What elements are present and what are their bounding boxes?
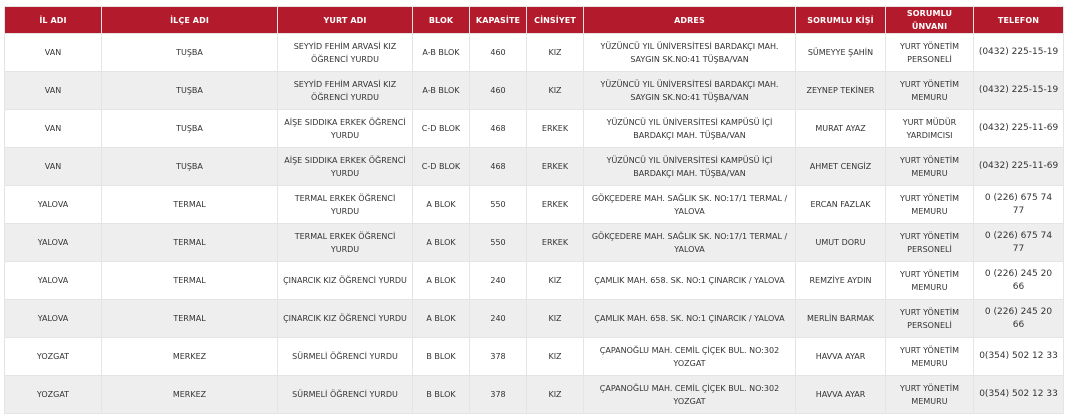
header-adres: ADRES: [584, 7, 796, 34]
cell-unvan: YURT MÜDÜR YARDIMCISI: [886, 110, 974, 148]
cell-ilce: TUŞBA: [102, 34, 278, 72]
cell-sorumlu: REMZİYE AYDIN: [796, 262, 886, 300]
table-header-row: [5, 7, 1064, 34]
table-row: [5, 186, 1064, 224]
cell-sorumlu: ZEYNEP TEKİNER: [796, 72, 886, 110]
cell-il: VAN: [5, 72, 102, 110]
cell-unvan: YURT YÖNETİM MEMURU: [886, 262, 974, 300]
cell-yurt: AİŞE SIDDIKA ERKEK ÖĞRENCİ YURDU: [278, 110, 413, 148]
cell-unvan: YURT YÖNETİM MEMURU: [886, 376, 974, 414]
cell-sorumlu: ERCAN FAZLAK: [796, 186, 886, 224]
cell-blok: A BLOK: [413, 262, 470, 300]
cell-ilce: TUŞBA: [102, 148, 278, 186]
cell-blok: C-D BLOK: [413, 148, 470, 186]
cell-blok: B BLOK: [413, 376, 470, 414]
cell-adres: ÇAMLIK MAH. 658. SK. NO:1 ÇINARCIK / YALOVA: [584, 262, 796, 300]
cell-unvan: YURT YÖNETİM MEMURU: [886, 338, 974, 376]
cell-adres: YÜZÜNCÜ YIL ÜNİVERSİTESİ KAMPÜSÜ İÇİ BARDAKÇI MAH. TÜŞBA/VAN: [584, 148, 796, 186]
cell-telefon: (0432) 225-11-69: [974, 110, 1064, 148]
cell-ilce: TERMAL: [102, 262, 278, 300]
cell-cinsiyet: ERKEK: [527, 224, 584, 262]
cell-kapasite: 378: [470, 376, 527, 414]
cell-sorumlu: AHMET CENGİZ: [796, 148, 886, 186]
cell-sorumlu: UMUT DORU: [796, 224, 886, 262]
cell-kapasite: 378: [470, 338, 527, 376]
cell-sorumlu: HAVVA AYAR: [796, 376, 886, 414]
cell-blok: A BLOK: [413, 224, 470, 262]
header-blok: BLOK: [413, 7, 470, 34]
cell-cinsiyet: KIZ: [527, 300, 584, 338]
cell-yurt: SEYYİD FEHİM ARVASİ KIZ ÖĞRENCİ YURDU: [278, 72, 413, 110]
header-yurt: YURT ADI: [278, 7, 413, 34]
cell-adres: YÜZÜNCÜ YIL ÜNİVERSİTESİ KAMPÜSÜ İÇİ BARDAKÇI MAH. TÜŞBA/VAN: [584, 110, 796, 148]
cell-yurt: ÇINARCIK KIZ ÖĞRENCİ YURDU: [278, 300, 413, 338]
cell-kapasite: 550: [470, 224, 527, 262]
cell-yurt: SEYYİD FEHİM ARVASİ KIZ ÖĞRENCİ YURDU: [278, 34, 413, 72]
cell-ilce: MERKEZ: [102, 376, 278, 414]
cell-il: YOZGAT: [5, 376, 102, 414]
table-row: [5, 148, 1064, 186]
cell-il: VAN: [5, 148, 102, 186]
table-row: [5, 224, 1064, 262]
cell-cinsiyet: ERKEK: [527, 148, 584, 186]
cell-adres: GÖKÇEDERE MAH. SAĞLIK SK. NO:17/1 TERMAL / YALOVA: [584, 224, 796, 262]
table-row: [5, 300, 1064, 338]
table-row: [5, 34, 1064, 72]
cell-ilce: MERKEZ: [102, 338, 278, 376]
cell-adres: ÇAPANOĞLU MAH. CEMİL ÇİÇEK BUL. NO:302 YOZGAT: [584, 338, 796, 376]
cell-ilce: TERMAL: [102, 186, 278, 224]
dormitory-table: [4, 6, 1064, 414]
cell-kapasite: 468: [470, 110, 527, 148]
cell-il: VAN: [5, 34, 102, 72]
header-ilce: İLÇE ADI: [102, 7, 278, 34]
cell-yurt: SÜRMELİ ÖĞRENCİ YURDU: [278, 338, 413, 376]
cell-telefon: (0432) 225-15-19: [974, 72, 1064, 110]
cell-blok: B BLOK: [413, 338, 470, 376]
header-unvan: SORUMLU ÜNVANI: [886, 7, 974, 34]
cell-sorumlu: SÜMEYYE ŞAHİN: [796, 34, 886, 72]
cell-unvan: YURT YÖNETİM PERSONELİ: [886, 300, 974, 338]
cell-telefon: 0(354) 502 12 33: [974, 376, 1064, 414]
cell-cinsiyet: ERKEK: [527, 110, 584, 148]
cell-kapasite: 550: [470, 186, 527, 224]
cell-il: YOZGAT: [5, 338, 102, 376]
cell-il: YALOVA: [5, 224, 102, 262]
cell-cinsiyet: ERKEK: [527, 186, 584, 224]
cell-adres: GÖKÇEDERE MAH. SAĞLIK SK. NO:17/1 TERMAL / YALOVA: [584, 186, 796, 224]
cell-unvan: YURT YÖNETİM MEMURU: [886, 72, 974, 110]
cell-telefon: 0 (226) 245 20 66: [974, 262, 1064, 300]
cell-adres: ÇAPANOĞLU MAH. CEMİL ÇİÇEK BUL. NO:302 YOZGAT: [584, 376, 796, 414]
cell-cinsiyet: KIZ: [527, 338, 584, 376]
cell-cinsiyet: KIZ: [527, 72, 584, 110]
cell-unvan: YURT YÖNETİM MEMURU: [886, 148, 974, 186]
cell-unvan: YURT YÖNETİM PERSONELİ: [886, 224, 974, 262]
cell-yurt: ÇINARCIK KIZ ÖĞRENCİ YURDU: [278, 262, 413, 300]
cell-adres: YÜZÜNCÜ YIL ÜNİVERSİTESİ BARDAKÇI MAH. SAYGIN SK.NO:41 TÜŞBA/VAN: [584, 72, 796, 110]
cell-blok: A BLOK: [413, 186, 470, 224]
table-row: [5, 376, 1064, 414]
cell-kapasite: 468: [470, 148, 527, 186]
cell-cinsiyet: KIZ: [527, 34, 584, 72]
cell-telefon: (0432) 225-11-69: [974, 148, 1064, 186]
cell-ilce: TUŞBA: [102, 72, 278, 110]
table-row: [5, 262, 1064, 300]
cell-blok: A-B BLOK: [413, 72, 470, 110]
cell-sorumlu: MURAT AYAZ: [796, 110, 886, 148]
cell-cinsiyet: KIZ: [527, 376, 584, 414]
header-cinsiyet: CİNSİYET: [527, 7, 584, 34]
cell-il: VAN: [5, 110, 102, 148]
cell-kapasite: 460: [470, 72, 527, 110]
table-row: [5, 72, 1064, 110]
cell-yurt: TERMAL ERKEK ÖĞRENCİ YURDU: [278, 186, 413, 224]
cell-sorumlu: HAVVA AYAR: [796, 338, 886, 376]
header-il: İL ADI: [5, 7, 102, 34]
cell-yurt: AİŞE SIDDIKA ERKEK ÖĞRENCİ YURDU: [278, 148, 413, 186]
cell-il: YALOVA: [5, 262, 102, 300]
cell-kapasite: 460: [470, 34, 527, 72]
cell-kapasite: 240: [470, 300, 527, 338]
cell-kapasite: 240: [470, 262, 527, 300]
table-row: [5, 338, 1064, 376]
cell-blok: C-D BLOK: [413, 110, 470, 148]
cell-unvan: YURT YÖNETİM PERSONELİ: [886, 34, 974, 72]
cell-il: YALOVA: [5, 300, 102, 338]
cell-cinsiyet: KIZ: [527, 262, 584, 300]
cell-yurt: TERMAL ERKEK ÖĞRENCİ YURDU: [278, 224, 413, 262]
table-row: [5, 110, 1064, 148]
cell-telefon: 0(354) 502 12 33: [974, 338, 1064, 376]
cell-blok: A BLOK: [413, 300, 470, 338]
cell-telefon: 0 (226) 675 74 77: [974, 186, 1064, 224]
header-kapasite: KAPASİTE: [470, 7, 527, 34]
header-telefon: TELEFON: [974, 7, 1064, 34]
cell-telefon: 0 (226) 245 20 66: [974, 300, 1064, 338]
cell-ilce: TUŞBA: [102, 110, 278, 148]
cell-ilce: TERMAL: [102, 300, 278, 338]
cell-il: YALOVA: [5, 186, 102, 224]
cell-telefon: 0 (226) 675 74 77: [974, 224, 1064, 262]
cell-telefon: (0432) 225-15-19: [974, 34, 1064, 72]
cell-adres: ÇAMLIK MAH. 658. SK. NO:1 ÇINARCIK / YALOVA: [584, 300, 796, 338]
dormitory-table-container: [4, 6, 1064, 414]
cell-sorumlu: MERLİN BARMAK: [796, 300, 886, 338]
cell-unvan: YURT YÖNETİM MEMURU: [886, 186, 974, 224]
cell-ilce: TERMAL: [102, 224, 278, 262]
cell-blok: A-B BLOK: [413, 34, 470, 72]
cell-yurt: SÜRMELİ ÖĞRENCİ YURDU: [278, 376, 413, 414]
header-sorumlu: SORUMLU KİŞİ: [796, 7, 886, 34]
cell-adres: YÜZÜNCÜ YIL ÜNİVERSİTESİ BARDAKÇI MAH. SAYGIN SK.NO:41 TÜŞBA/VAN: [584, 34, 796, 72]
